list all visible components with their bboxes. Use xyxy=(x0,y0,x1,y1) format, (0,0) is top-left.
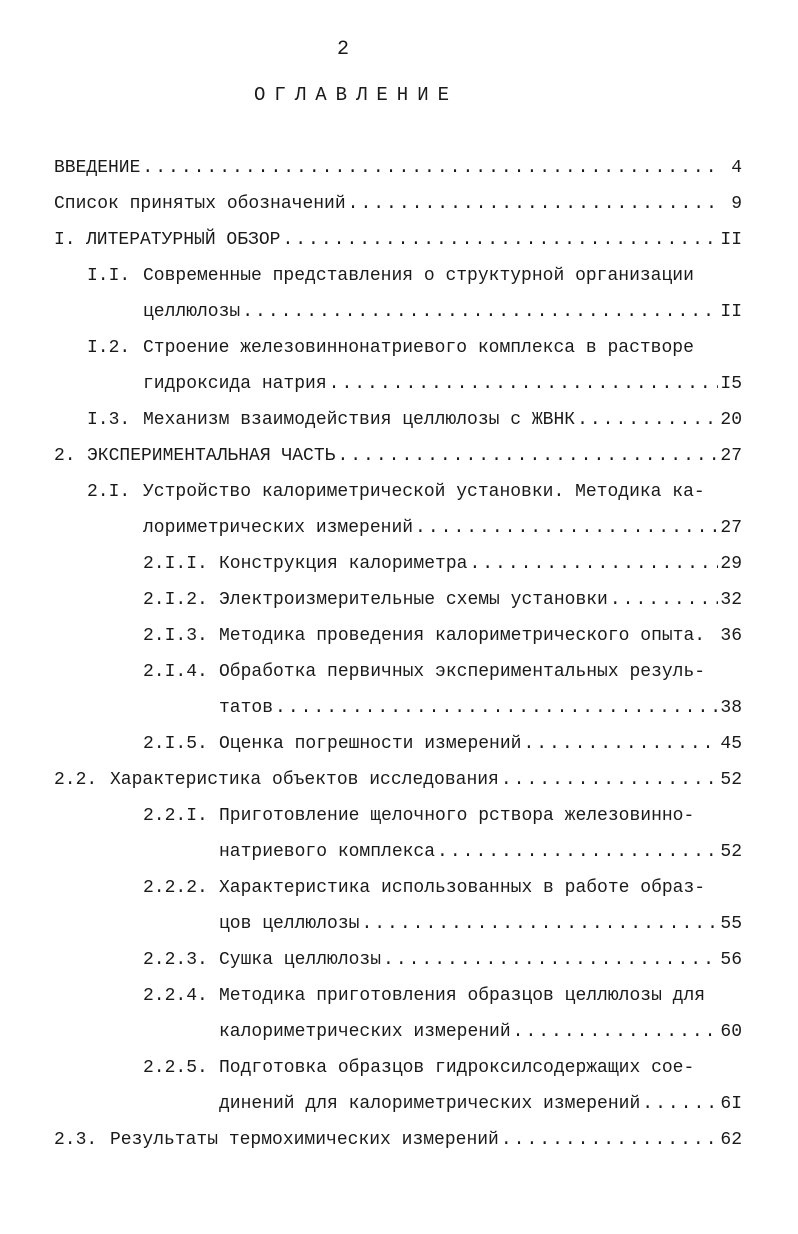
toc-entry-text: Методика проведения калориметрического опыта. xyxy=(219,626,706,646)
toc-entry-text: Приготовление щелочного рствора железовинно- xyxy=(219,806,695,826)
page-number: 2 xyxy=(336,38,349,61)
toc-entry xyxy=(0,870,798,906)
toc-entry-number: I. xyxy=(54,230,76,250)
toc-entry-page: 56 xyxy=(720,950,742,970)
toc-entry-text: Конструкция калориметра xyxy=(219,554,468,574)
toc-entry-number: 2.3. xyxy=(54,1130,98,1150)
toc-entry-number: 2.2.3. xyxy=(143,950,208,970)
toc-entry xyxy=(0,1086,798,1122)
toc-entry-text: Подготовка образцов гидроксилсодержащих сое- xyxy=(219,1058,695,1078)
toc-leader xyxy=(577,402,718,438)
toc-entry-number: 2.I.I. xyxy=(143,554,208,574)
toc-entry-text: целлюлозы xyxy=(143,302,241,322)
toc-entry-text: Устройство калориметрической установки. Методика ка- xyxy=(143,482,705,502)
toc-entry-text: Строение железовиннонатриевого комплекса в растворе xyxy=(143,338,694,358)
toc-entry-number: 2.I.4. xyxy=(143,662,208,682)
toc-entry xyxy=(0,690,798,726)
toc-entry-number: 2.2.4. xyxy=(143,986,208,1006)
toc-entry-page: 6I xyxy=(720,1094,742,1114)
toc-entry xyxy=(0,618,798,654)
toc-entry-text: калориметрических измерений xyxy=(219,1022,511,1042)
toc-entry-text: гидроксида натрия xyxy=(143,374,327,394)
toc-entry-text: Оценка погрешности измерений xyxy=(219,734,522,754)
toc-entry xyxy=(0,798,798,834)
toc-entry xyxy=(0,510,798,546)
toc-entry xyxy=(0,834,798,870)
toc-entry-text: Механизм взаимодействия целлюлозы с ЖВНК xyxy=(143,410,576,430)
toc-entry xyxy=(0,582,798,618)
toc-entry-page: 60 xyxy=(720,1022,742,1042)
toc-leader xyxy=(348,186,718,222)
toc-entry-page: 36 xyxy=(720,626,742,646)
toc-entry-page: 4 xyxy=(731,158,742,178)
toc-entry-text: Характеристика использованных в работе образ- xyxy=(219,878,706,898)
toc-entry-number: 2.I.5. xyxy=(143,734,208,754)
toc-entry xyxy=(0,546,798,582)
table-of-contents xyxy=(0,150,798,1158)
toc-leader xyxy=(437,834,718,870)
toc-leader xyxy=(329,366,718,402)
toc-leader xyxy=(383,942,718,978)
toc-entry xyxy=(0,906,798,942)
toc-entry-text: Современные представления о структурной организации xyxy=(143,266,694,286)
toc-entry-page: 62 xyxy=(720,1130,742,1150)
toc-entry-text: натриевого комплекса xyxy=(219,842,436,862)
toc-entry-number: 2.2. xyxy=(54,770,98,790)
toc-entry-number: 2.I.2. xyxy=(143,590,208,610)
toc-entry-page: II xyxy=(720,230,742,250)
toc-entry-text: Методика приготовления образцов целлюлозы для xyxy=(219,986,706,1006)
toc-entry xyxy=(0,1050,798,1086)
toc-entry-page: 32 xyxy=(720,590,742,610)
toc-entry xyxy=(0,222,798,258)
toc-entry-number: 2.I.3. xyxy=(143,626,208,646)
toc-title: ОГЛАВЛЕНИЕ xyxy=(253,84,459,106)
toc-entry xyxy=(0,402,798,438)
toc-entry xyxy=(0,1122,798,1158)
toc-entry-text: Обработка первичных экспериментальных резуль- xyxy=(219,662,706,682)
toc-leader xyxy=(501,1122,718,1158)
toc-leader xyxy=(337,438,718,474)
toc-entry xyxy=(0,150,798,186)
toc-entry xyxy=(0,294,798,330)
toc-entry-page: II xyxy=(720,302,742,322)
toc-entry-page: I5 xyxy=(720,374,742,394)
toc-entry-page: 20 xyxy=(720,410,742,430)
toc-leader xyxy=(610,582,718,618)
toc-entry xyxy=(0,942,798,978)
toc-entry-page: 45 xyxy=(720,734,742,754)
toc-entry-page: 9 xyxy=(731,194,742,214)
toc-entry-number: 2.I. xyxy=(87,482,131,502)
toc-entry-text: лориметрических измерений xyxy=(143,518,414,538)
toc-entry-number: I.I. xyxy=(87,266,131,286)
toc-entry-text: Результаты термохимических измерений xyxy=(110,1130,499,1150)
toc-entry-text: Список принятых обозначений xyxy=(54,194,346,214)
toc-entry-number: 2.2.I. xyxy=(143,806,208,826)
toc-entry-page: 27 xyxy=(720,518,742,538)
toc-entry-text: Характеристика объектов исследования xyxy=(110,770,499,790)
toc-entry xyxy=(0,474,798,510)
toc-entry-text: ЭКСПЕРИМЕНТАЛЬНАЯ ЧАСТЬ xyxy=(87,446,336,466)
toc-leader xyxy=(469,546,718,582)
toc-entry-text: Сушка целлюлозы xyxy=(219,950,382,970)
toc-entry-page: 38 xyxy=(720,698,742,718)
toc-entry xyxy=(0,258,798,294)
toc-entry-number: I.2. xyxy=(87,338,131,358)
toc-entry xyxy=(0,978,798,1014)
toc-leader xyxy=(415,510,718,546)
toc-leader xyxy=(242,294,718,330)
toc-entry-text: цов целлюлозы xyxy=(219,914,360,934)
toc-entry-page: 52 xyxy=(720,842,742,862)
toc-entry-number: I.3. xyxy=(87,410,131,430)
toc-entry xyxy=(0,186,798,222)
toc-leader xyxy=(282,222,718,258)
toc-leader xyxy=(275,690,718,726)
toc-entry xyxy=(0,330,798,366)
toc-entry xyxy=(0,654,798,690)
toc-entry xyxy=(0,438,798,474)
toc-entry-text: Электроизмерительные схемы установки xyxy=(219,590,608,610)
toc-entry xyxy=(0,762,798,798)
toc-entry-page: 55 xyxy=(720,914,742,934)
toc-entry-text: ВВЕДЕНИЕ xyxy=(54,158,141,178)
toc-entry-text: татов xyxy=(219,698,274,718)
toc-entry xyxy=(0,366,798,402)
toc-entry-page: 29 xyxy=(720,554,742,574)
toc-leader xyxy=(523,726,718,762)
toc-entry xyxy=(0,1014,798,1050)
toc-entry-text: динений для калориметрических измерений xyxy=(219,1094,641,1114)
toc-entry-number: 2.2.2. xyxy=(143,878,208,898)
toc-leader xyxy=(142,150,718,186)
toc-entry-number: 2.2.5. xyxy=(143,1058,208,1078)
toc-leader xyxy=(513,1014,718,1050)
toc-leader xyxy=(501,762,718,798)
toc-entry-number: 2. xyxy=(54,446,76,466)
toc-leader xyxy=(642,1086,718,1122)
toc-entry-page: 27 xyxy=(720,446,742,466)
toc-entry xyxy=(0,726,798,762)
toc-entry-text: ЛИТЕРАТУРНЫЙ ОБЗОР xyxy=(86,230,281,250)
toc-leader xyxy=(361,906,718,942)
toc-entry-page: 52 xyxy=(720,770,742,790)
